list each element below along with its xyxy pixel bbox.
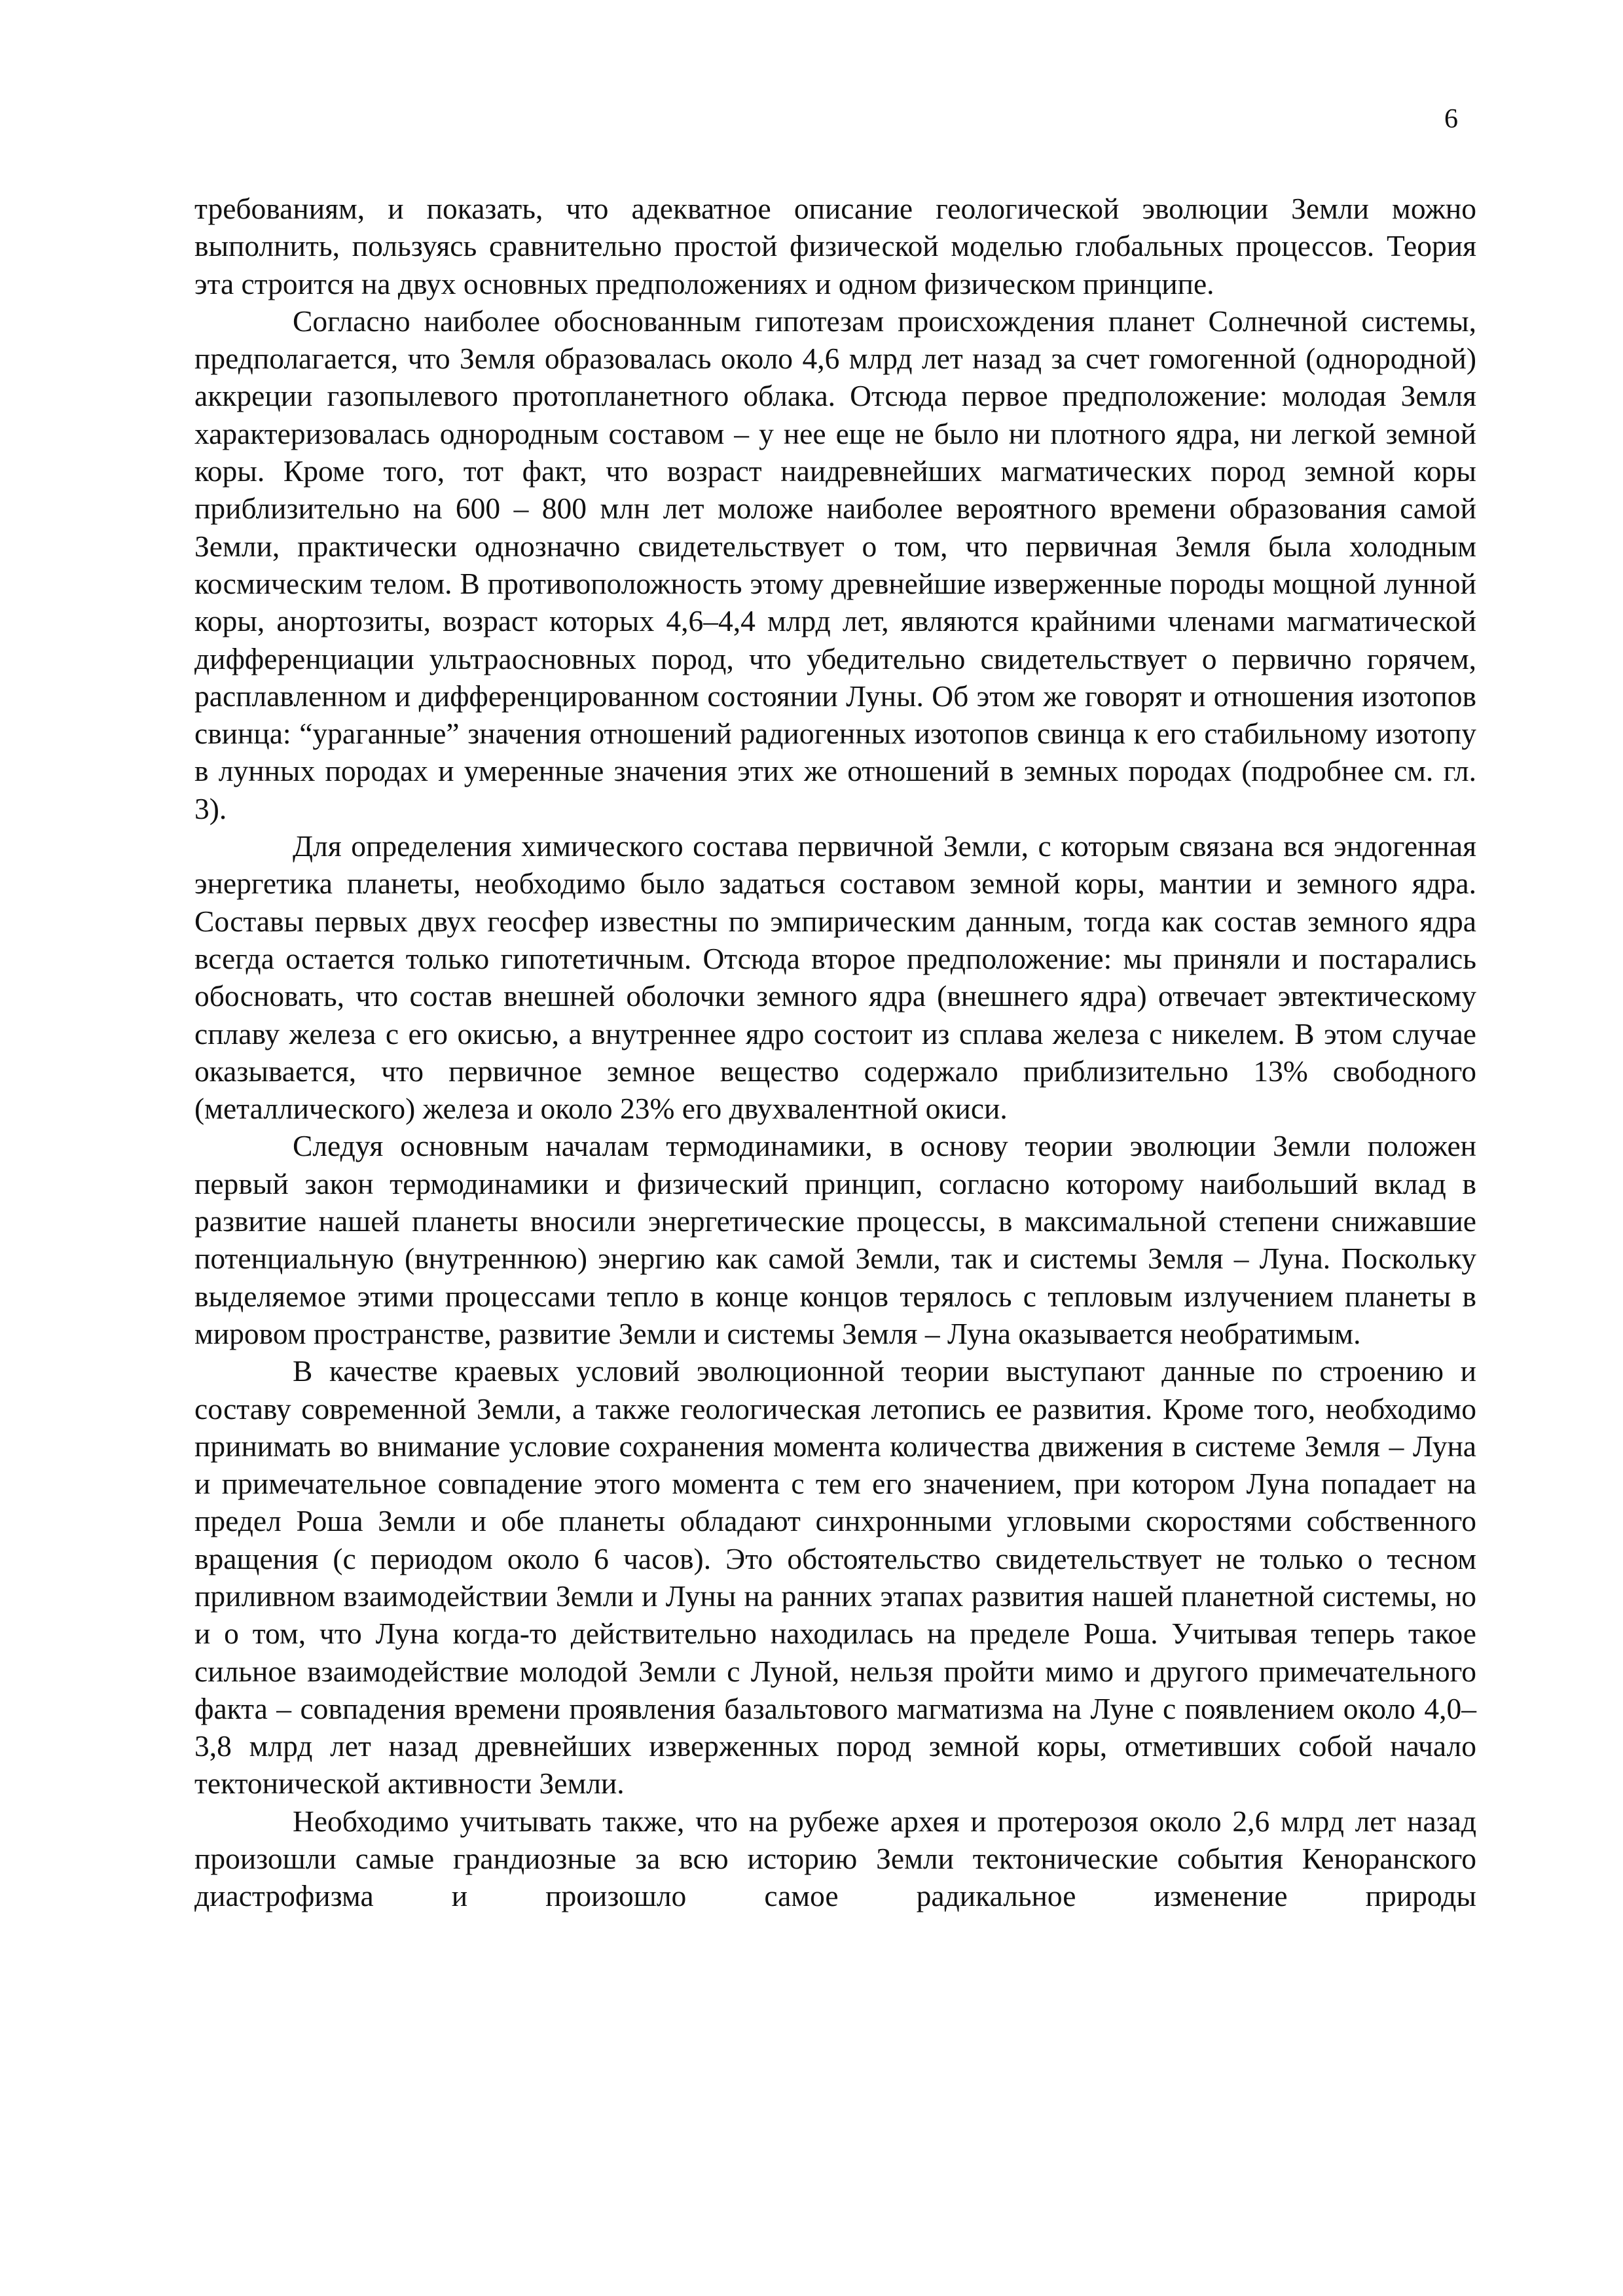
paragraph-archean-proterozoic: Необходимо учитывать также, что на рубеже архея и протерозоя около 2,6 млрд лет назад произошли самые грандиозные за всю историю Земли тектонические события Кеноранского диастрофизма и произошло самое радикальное изменение природы [194, 1804, 1476, 1913]
paragraph-chemical-composition: Для определения химического состава первичной Земли, с которым связана вся эндогенная энергетика планеты, необходимо было задаться составом земной коры, мантии и земного ядра. Составы первых двух геосфер известны по эмпирическим данным, тогда как состав земного ядра всегда остается только гипотетичным. Отсюда второе предположение: мы приняли и постарались обосновать, что состав внешней оболочки земного ядра (внешнего ядра) отвечает эвтектическому сплаву железа с его окисью, а внутреннее ядро состоит из сплава железа с никелем. В этом случае оказывается, что первичное земное вещество содержало приблизительно 13% свободного (металлического) железа и около 23% его двухвалентной окиси. [194, 829, 1476, 1126]
paragraph-boundary-conditions: В качестве краевых условий эволюционной теории выступают данные по строению и составу современной Земли, а также геологическая летопись ее развития. Кроме того, необходимо принимать во внимание условие сохранения момента количества движения в системе Земля – Луна и примечательное совпадение этого момента с тем его значением, при котором Луна попадает на предел Роша Земли и обе планеты обладают синхронными угловыми скоростями собственного вращения (с периодом около 6 часов). Это обстоятельство свидетельствует не только о тесном приливном взаимодействии Земли и Луны на ранних этапах развития нашей планетной системы, но и о том, что Луна когда-то действительно находилась на пределе Роша. Учитывая теперь такое сильное взаимодействие молодой Земли с Луной, нельзя пройти мимо и другого примечательного факта – совпадения времени проявления базальтового магматизма на Луне с появлением около 4,0–3,8 млрд лет назад древнейших изверженных пород земной коры, отметивших собой начало тектонической активности Земли. [194, 1354, 1476, 1801]
body-text [194, 190, 1476, 1915]
paragraph-continuation: требованиям, и показать, что адекватное описание геологической эволюции Земли можно выполнить, пользуясь сравнительно простой физической моделью глобальных процессов. Теория эта строится на двух основных предположениях и одном физическом принципе. [194, 192, 1476, 300]
page-number: 6 [1444, 104, 1458, 134]
paragraph-earth-origin: Согласно наиболее обоснованным гипотезам происхождения планет Солнечной системы, предполагается, что Земля образовалась около 4,6 млрд лет назад за счет гомогенной (однородной) аккреции газопылевого протопланетного облака. Отсюда первое предположение: молодая Земля характеризовалась однородным составом – у нее еще не было ни плотного ядра, ни легкой земной коры. Кроме того, тот факт, что возраст наидревнейших магматических пород земной коры приблизительно на 600 – 800 млн лет моложе наиболее вероятного времени образования самой Земли, практически однозначно свидетельствует о том, что первичная Земля была холодным космическим телом. В противоположность этому древнейшие изверженные породы мощной лунной коры, анортозиты, возраст которых 4,6–4,4 млрд лет, являются крайними членами магматической дифференциации ультраосновных пород, что убедительно свидетельствует о первично горячем, расплавленном и дифференцированном состоянии Луны. Об этом же говорят и отношения изотопов свинца: “ураганные” значения отношений радиогенных изотопов свинца к его стабильному изотопу в лунных породах и умеренные значения этих же отношений в земных породах (подробнее см. гл. 3). [194, 304, 1476, 825]
paragraph-thermodynamics: Следуя основным началам термодинамики, в основу теории эволюции Земли положен первый закон термодинамики и физический принцип, согласно которому наибольший вклад в развитие нашей планеты вносили энергетические процессы, в максимальной степени снижавшие потенциальную (внутреннюю) энергию как самой Земли, так и системы Земля – Луна. Поскольку выделяемое этими процессами тепло в конце концов терялось с тепловым излучением планеты в мировом пространстве, развитие Земли и системы Земля – Луна оказывается необратимым. [194, 1129, 1476, 1350]
